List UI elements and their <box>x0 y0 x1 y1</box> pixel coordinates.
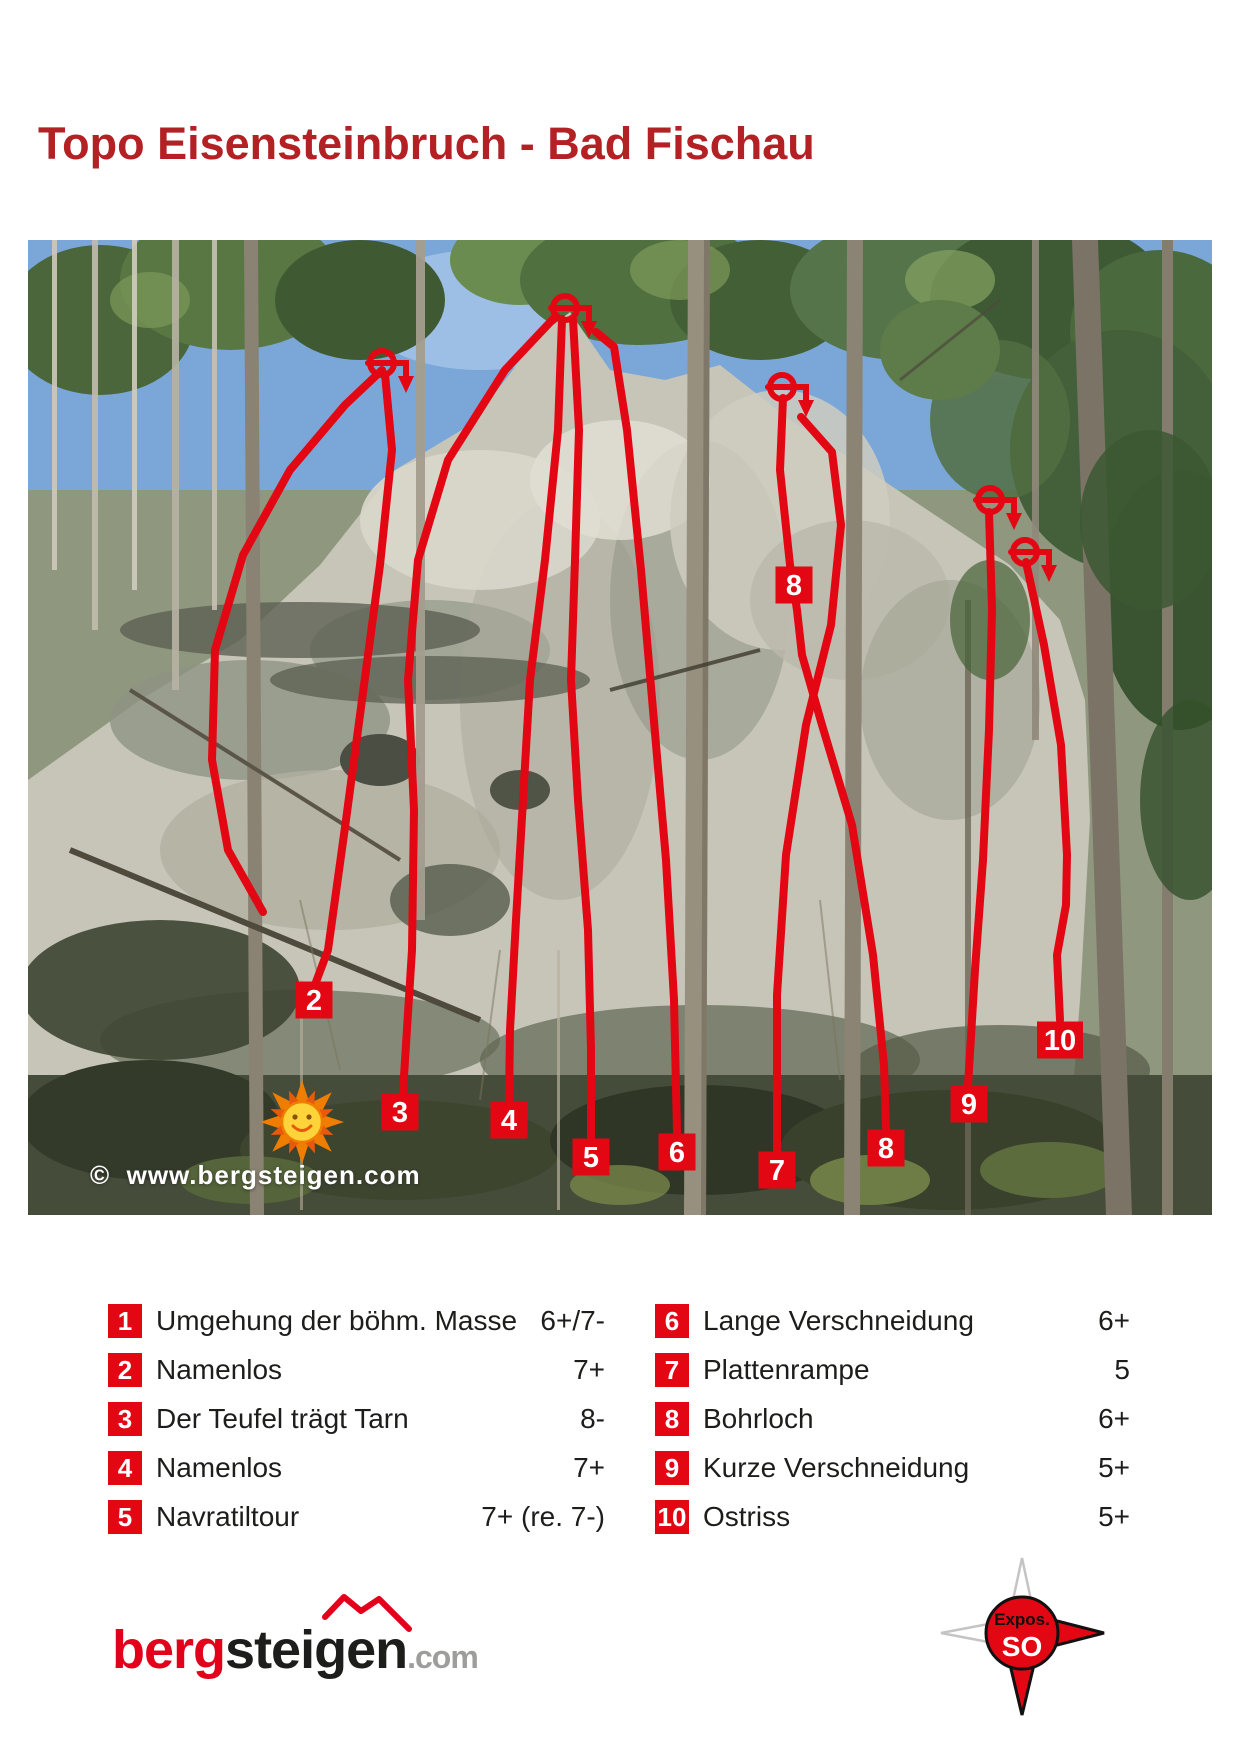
compass-expos-label: Expos. <box>994 1610 1050 1629</box>
legend-row <box>108 1443 605 1492</box>
legend-row <box>655 1296 1130 1345</box>
route-number-badge: 4 <box>108 1451 142 1485</box>
legend-row <box>108 1345 605 1394</box>
route-number-badge: 5 <box>108 1500 142 1534</box>
legend-row <box>655 1345 1130 1394</box>
logo-part-com: .com <box>407 1639 478 1675</box>
route-name: Lange Verschneidung <box>703 1304 974 1336</box>
crag-photo <box>28 240 1212 1215</box>
route-name: Umgehung der böhm. Masse <box>156 1304 518 1336</box>
route-number-label: 2 <box>305 985 323 1017</box>
page-title: Topo Eisensteinbruch - Bad Fischau <box>38 118 815 169</box>
route-name: Namenlos <box>156 1353 283 1385</box>
route-grade: 7+ (re. 7-) <box>481 1500 605 1532</box>
route-grade: 6+ <box>1098 1402 1130 1434</box>
route-number-badge: 3 <box>108 1402 142 1436</box>
route-number-label: 6 <box>668 1137 686 1169</box>
route-name: Plattenrampe <box>703 1353 870 1385</box>
route-name: Navratiltour <box>156 1500 300 1532</box>
legend-row <box>655 1492 1130 1541</box>
route-number-label: 4 <box>500 1105 518 1137</box>
route-grade: 6+ <box>1098 1304 1130 1336</box>
route-grade: 6+/7- <box>540 1304 605 1336</box>
legend-column-right <box>655 1296 1130 1541</box>
route-number-badge: 10 <box>655 1500 689 1534</box>
route-number-label: 7 <box>768 1155 786 1187</box>
route-grade: 5 <box>1114 1353 1130 1385</box>
route-name: Kurze Verschneidung <box>703 1451 970 1483</box>
route-number-label: 3 <box>391 1097 409 1129</box>
legend-column-left <box>108 1296 605 1541</box>
route-grade: 8- <box>580 1402 605 1434</box>
route-number-badge: 1 <box>108 1304 142 1338</box>
route-grade: 5+ <box>1098 1451 1130 1483</box>
route-number-badge: 7 <box>655 1353 689 1387</box>
legend-row <box>108 1296 605 1345</box>
route-number-label: 10 <box>1043 1025 1077 1057</box>
legend-row <box>108 1394 605 1443</box>
route-number-label: 9 <box>960 1089 978 1121</box>
route-number-label: 8 <box>877 1133 895 1165</box>
route-name: Bohrloch <box>703 1402 814 1434</box>
photo-watermark: © www.bergsteigen.com <box>90 1160 421 1190</box>
compass-direction-label: SO <box>1001 1631 1043 1662</box>
route-grade: 7+ <box>573 1451 605 1483</box>
logo-part-berg: berg <box>112 1620 226 1680</box>
bergsteigen-logo <box>100 1585 480 1695</box>
legend-row <box>655 1394 1130 1443</box>
legend-row <box>655 1443 1130 1492</box>
route-name: Der Teufel trägt Tarn <box>156 1402 409 1434</box>
crag-photo-canvas <box>28 240 1212 1215</box>
route-number-label: 8 <box>785 570 803 602</box>
route-number-badge: 8 <box>655 1402 689 1436</box>
route-grade: 7+ <box>573 1353 605 1385</box>
route-name: Namenlos <box>156 1451 283 1483</box>
legend-row <box>108 1492 605 1541</box>
logo-part-steigen: steigen <box>225 1620 408 1680</box>
compass-rose <box>920 1548 1130 1728</box>
route-number-badge: 2 <box>108 1353 142 1387</box>
route-grade: 5+ <box>1098 1500 1130 1532</box>
route-name: Ostriss <box>703 1500 791 1532</box>
route-number-badge: 6 <box>655 1304 689 1338</box>
route-number-label: 5 <box>582 1142 600 1174</box>
route-number-badge: 9 <box>655 1451 689 1485</box>
sun-smiley-graphic <box>257 1077 347 1167</box>
logo-wordmark <box>112 1620 478 1680</box>
